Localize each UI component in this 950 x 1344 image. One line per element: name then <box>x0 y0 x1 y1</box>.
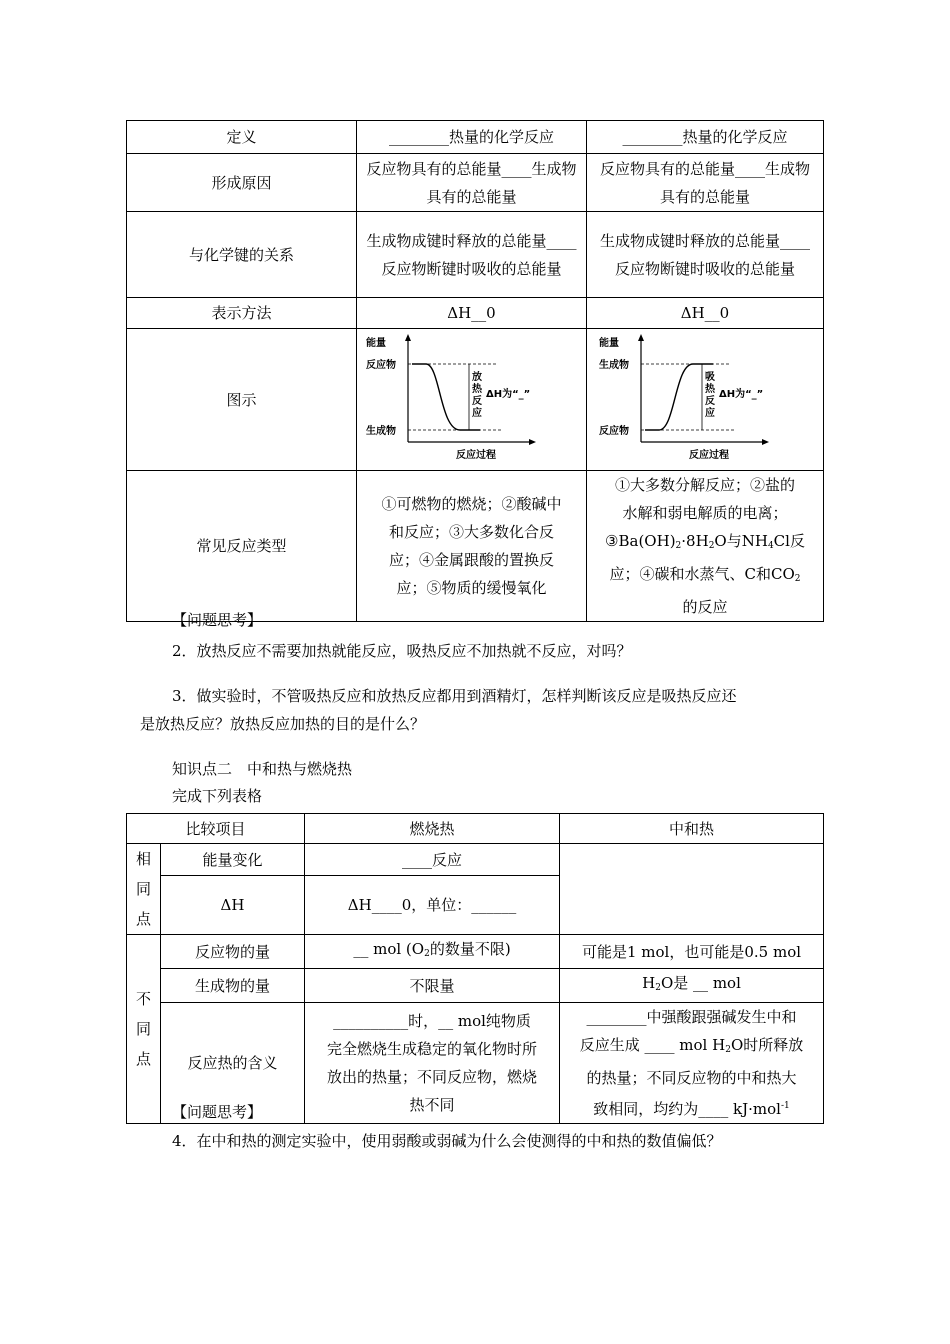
exo-cell: 反应物具有的总能量____生成物具有的总能量 <box>357 154 587 212</box>
row-label: 反应物的量 <box>161 935 305 969</box>
text-part: ·8H <box>681 532 709 550</box>
question-heading: 【问题思考】 <box>172 611 263 629</box>
endo-diagram-cell <box>587 329 824 471</box>
row-label: 图示 <box>127 329 357 471</box>
row-label: 表示方法 <box>127 298 357 329</box>
vertical-label-char: 放 <box>471 372 482 383</box>
question-3-line1: 3．做实验时，不管吸热反应和放热反应都用到酒精灯，怎样判断该反应是吸热反应还 <box>172 687 737 705</box>
delta-h-label: ΔH为“_” <box>485 389 530 400</box>
combustion-cell: 不限量 <box>305 969 560 1003</box>
vertical-label-char: 应 <box>705 408 715 419</box>
row-label: ΔH <box>161 876 305 935</box>
exo-diagram-cell <box>357 329 587 471</box>
types-line: ①大多数分解反应；②盐的 <box>614 476 795 494</box>
endothermic-energy-diagram <box>595 330 815 460</box>
table-row <box>127 329 824 471</box>
text-part: Cl反 <box>773 532 805 550</box>
text-part: O是 __ mol <box>660 974 741 992</box>
group-char: 点 <box>135 1050 151 1068</box>
group-char: 同 <box>135 880 151 898</box>
section-title: 知识点二 中和热与燃烧热 <box>172 760 353 778</box>
neutralization-cell <box>560 969 824 1003</box>
types-line <box>595 527 815 560</box>
y-axis-arrow <box>638 334 644 341</box>
types-line: ①可燃物的燃烧；②酸碱中 <box>381 495 562 513</box>
superscript: -1 <box>780 1101 790 1111</box>
types-line: 水解和弱电解质的电离； <box>622 504 788 522</box>
meaning-line <box>568 1092 815 1123</box>
table-row <box>127 212 824 298</box>
header-neutralization: 中和热 <box>560 814 824 844</box>
row-label: 反应热的含义 <box>161 1003 305 1124</box>
subscript: 2 <box>794 574 801 584</box>
heat-comparison-table <box>126 813 824 1124</box>
row-label: 定义 <box>127 121 357 154</box>
top-level-label: 反应物 <box>365 360 396 371</box>
text-part: 致相同，均约为____ kJ·mol <box>593 1100 781 1118</box>
combustion-cell <box>305 935 560 969</box>
header-combustion: 燃烧热 <box>305 814 560 844</box>
row-label: 形成原因 <box>127 154 357 212</box>
x-axis-label: 反应过程 <box>689 450 729 460</box>
subscript: 2 <box>675 541 682 551</box>
y-axis-label: 能量 <box>365 338 386 349</box>
subscript: 2 <box>424 949 430 959</box>
reaction-type-table <box>126 120 824 622</box>
text-part: 的数量不限) <box>429 940 511 958</box>
neutralization-blank-cell <box>560 844 824 935</box>
meaning-line: __________时，__ mol纯物质 <box>333 1012 531 1030</box>
row-label: 生成物的量 <box>161 969 305 1003</box>
delta-h-label: ΔH为“_” <box>719 389 764 400</box>
text-part: 反应生成 ____ mol H <box>579 1036 726 1054</box>
vertical-label-char: 吸 <box>705 372 715 383</box>
question-2: 2．放热反应不需要加热就能反应，吸热反应不加热就不反应，对吗？ <box>172 642 632 660</box>
endo-cell: ΔH__0 <box>587 298 824 329</box>
types-line: 应；④金属跟酸的置换反 <box>388 551 554 569</box>
subscript: 2 <box>725 1045 731 1055</box>
x-axis-label: 反应过程 <box>455 450 496 460</box>
table-row <box>127 844 824 876</box>
different-points-group <box>127 935 161 1124</box>
endo-cell: 生成物成键时释放的总能量____反应物断键时吸收的总能量 <box>587 212 824 298</box>
meaning-line <box>568 1031 815 1064</box>
table-row <box>127 969 824 1003</box>
top-level-label: 生成物 <box>599 360 629 371</box>
subscript: 2 <box>708 541 715 551</box>
subscript: 2 <box>655 983 661 993</box>
meaning-line: 热不同 <box>409 1096 455 1114</box>
vertical-label-char: 反 <box>705 396 715 407</box>
group-char: 点 <box>135 910 151 928</box>
table-row <box>127 298 824 329</box>
table-row <box>127 935 824 969</box>
meaning-line: 放出的热量；不同反应物，燃烧 <box>327 1068 538 1086</box>
table-row <box>127 154 824 212</box>
combustion-cell <box>305 1003 560 1124</box>
section-instruction: 完成下列表格 <box>172 787 263 805</box>
table-row <box>127 471 824 622</box>
same-points-group <box>127 844 161 935</box>
endo-cell: 反应物具有的总能量____生成物具有的总能量 <box>587 154 824 212</box>
exo-types-cell <box>357 471 587 622</box>
text-part: 应；④碳和水蒸气、C和CO <box>609 565 795 583</box>
neutralization-cell: 可能是1 mol，也可能是0.5 mol <box>560 935 824 969</box>
text-part: H <box>642 974 656 992</box>
types-line: 和反应；③大多数化合反 <box>388 523 554 541</box>
types-line <box>595 560 815 593</box>
text-part: ③Ba(OH) <box>605 532 676 550</box>
question-3-line2: 是放热反应？放热反应加热的目的是什么？ <box>140 715 426 733</box>
row-label: 常见反应类型 <box>127 471 357 622</box>
subscript: 4 <box>767 541 774 551</box>
header-compare: 比较项目 <box>127 814 305 844</box>
types-line: 应；⑤物质的缓慢氧化 <box>396 579 547 597</box>
question-heading: 【问题思考】 <box>172 1103 263 1121</box>
group-char: 相 <box>135 850 151 868</box>
exo-cell: ________热量的化学反应 <box>357 121 587 154</box>
exothermic-energy-diagram <box>362 330 582 460</box>
row-label: 能量变化 <box>161 844 305 876</box>
vertical-label-char: 热 <box>471 384 482 395</box>
x-axis-arrow <box>529 439 536 445</box>
vertical-label-char: 反 <box>471 396 482 407</box>
endo-types-cell <box>587 471 824 622</box>
text-part: __ mol (O <box>353 940 425 958</box>
group-char: 不 <box>135 990 151 1008</box>
meaning-line: 的热量；不同反应物的中和热大 <box>586 1069 797 1087</box>
combustion-cell: ____反应 <box>305 844 560 876</box>
group-char: 同 <box>135 1020 151 1038</box>
text-part: O与NH <box>714 532 768 550</box>
row-label: 与化学键的关系 <box>127 212 357 298</box>
y-axis-label: 能量 <box>599 338 619 349</box>
types-line: 的反应 <box>682 598 728 616</box>
table-row <box>127 121 824 154</box>
exo-cell: ΔH__0 <box>357 298 587 329</box>
vertical-label-char: 应 <box>471 408 482 419</box>
neutralization-cell <box>560 1003 824 1124</box>
bottom-level-label: 生成物 <box>365 426 396 437</box>
meaning-line: 完全燃烧生成稳定的氧化物时所 <box>327 1040 538 1058</box>
bottom-level-label: 反应物 <box>599 426 629 437</box>
energy-curve <box>412 364 480 430</box>
text-part: O时所释放 <box>730 1036 804 1054</box>
exo-cell: 生成物成键时释放的总能量____反应物断键时吸收的总能量 <box>357 212 587 298</box>
table-header-row <box>127 814 824 844</box>
endo-cell: ________热量的化学反应 <box>587 121 824 154</box>
question-4: 4．在中和热的测定实验中，使用弱酸或弱碱为什么会使测得的中和热的数值偏低？ <box>172 1132 722 1150</box>
x-axis-arrow <box>762 439 769 445</box>
y-axis-arrow <box>405 334 411 341</box>
vertical-label-char: 热 <box>705 384 715 395</box>
combustion-cell: ΔH____0，单位：______ <box>305 876 560 935</box>
meaning-line: ________中强酸跟强碱发生中和 <box>586 1008 797 1026</box>
energy-curve <box>645 364 713 430</box>
